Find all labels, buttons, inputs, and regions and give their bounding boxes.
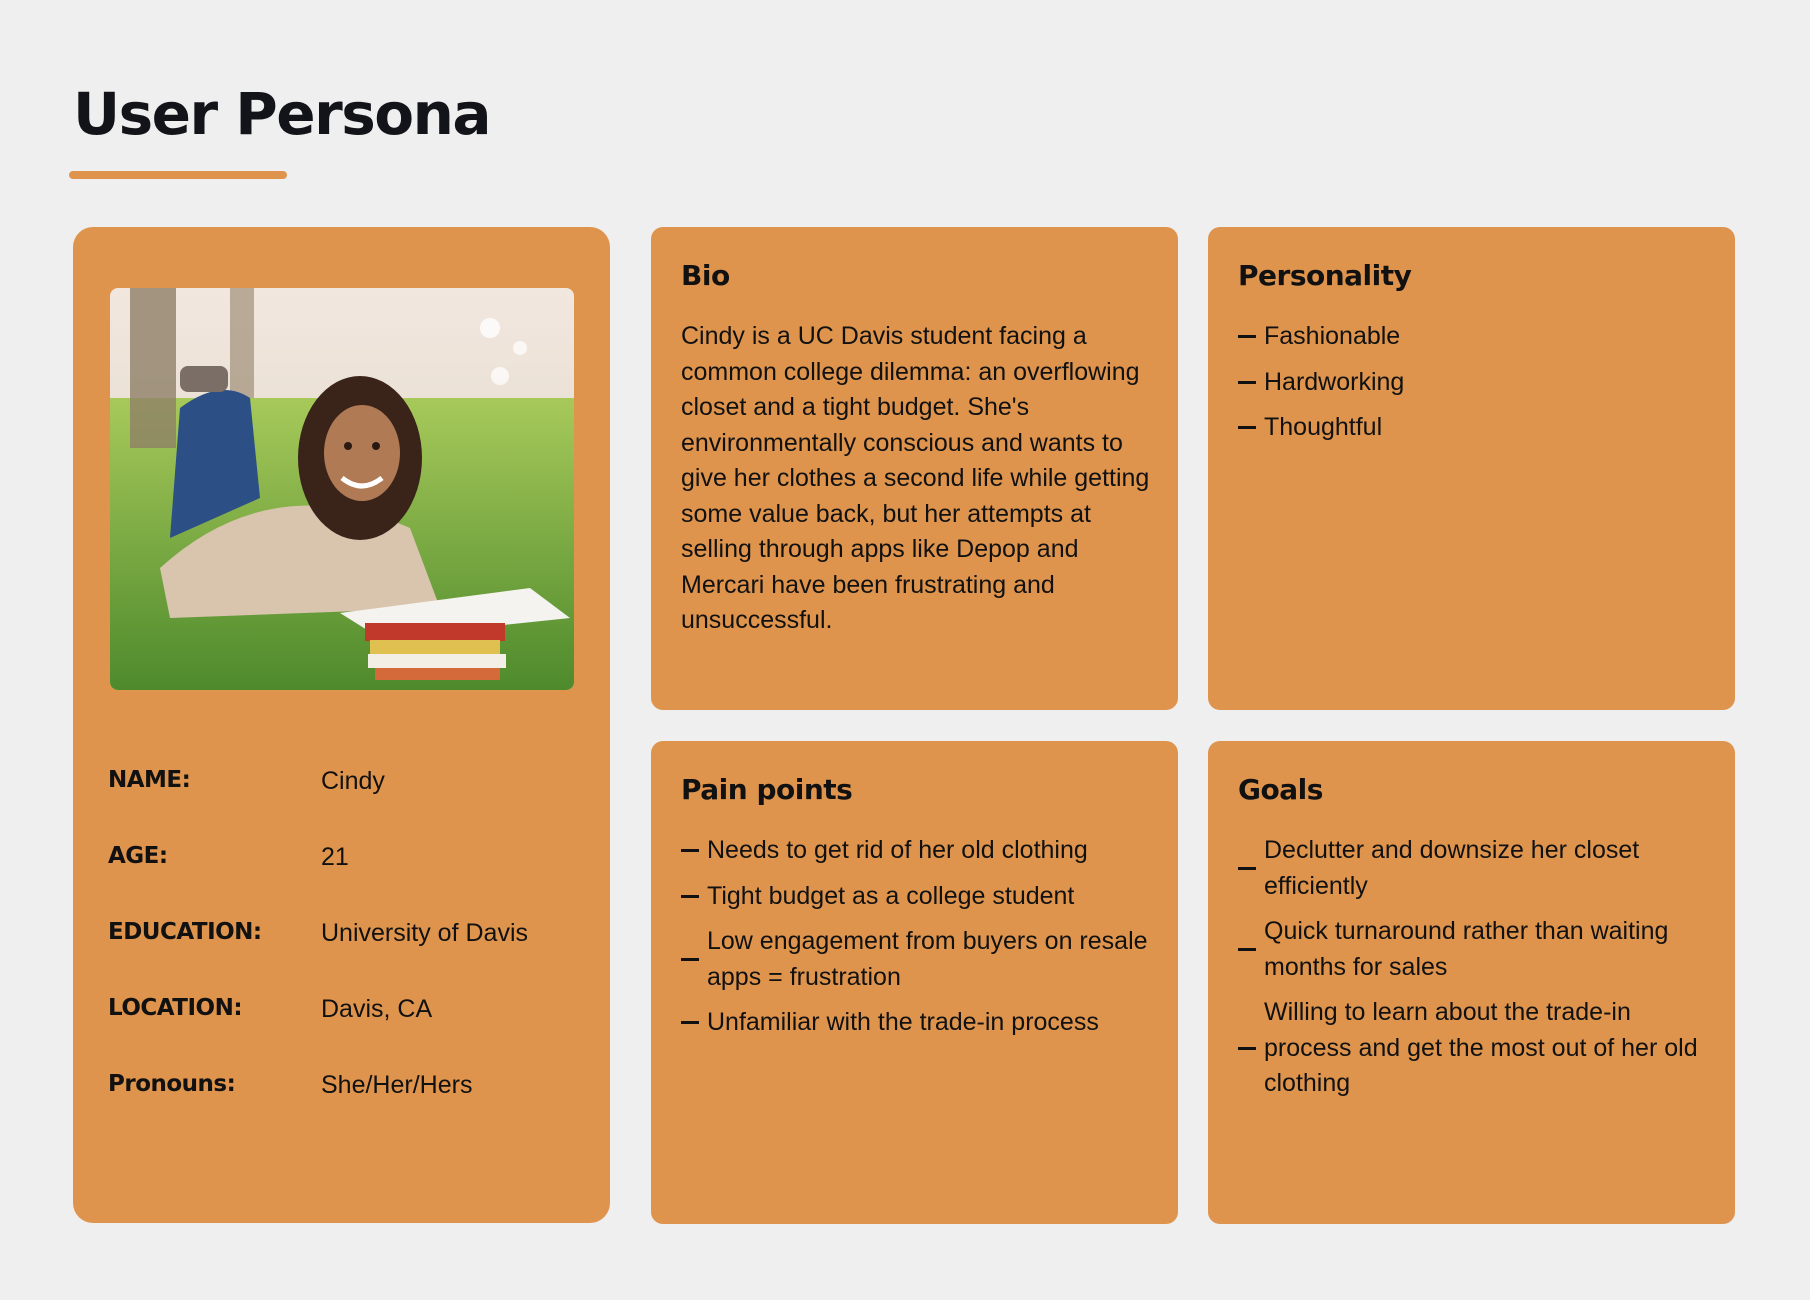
dash-icon (681, 895, 699, 898)
info-row-name (108, 767, 588, 843)
personality-card (1208, 227, 1735, 710)
pain-points-heading: Pain points (681, 773, 853, 806)
name-label: NAME: (108, 767, 191, 793)
info-row-pronouns (108, 1071, 588, 1147)
list-item (1238, 319, 1708, 355)
location-value: Davis, CA (321, 995, 433, 1023)
profile-info (108, 767, 588, 1147)
info-row-age (108, 843, 588, 919)
list-item (1238, 365, 1708, 401)
dash-icon (681, 849, 699, 852)
page-title: User Persona (73, 80, 490, 148)
age-label: AGE: (108, 843, 168, 869)
personality-heading: Personality (1238, 259, 1412, 292)
list-item (1238, 995, 1708, 1102)
list-item-text: Quick turnaround rather than waiting months for sales (1264, 917, 1669, 981)
pain-points-card (651, 741, 1178, 1224)
list-item-text: Willing to learn about the trade-in process and get the most out of her old clothing (1264, 998, 1698, 1097)
goals-list (1238, 833, 1708, 1112)
list-item-text: Tight budget as a college student (707, 881, 1075, 910)
profile-card (73, 227, 610, 1223)
dash-icon (1238, 867, 1256, 870)
bio-text: Cindy is a UC Davis student facing a common college dilemma: an overflowing closet and a tight budget. She's environmentally conscious and wants to give her clothes a second life while getting some value back, but her attempts at selling through apps like Depop and Mercari have been frustrating and unsuccessful. (681, 322, 1150, 634)
info-row-location (108, 995, 588, 1071)
goals-card (1208, 741, 1735, 1224)
list-item-text: Thoughtful (1264, 413, 1383, 441)
dash-icon (1238, 426, 1256, 429)
dash-icon (1238, 948, 1256, 951)
dash-icon (1238, 381, 1256, 384)
pronouns-value: She/Her/Hers (321, 1071, 473, 1099)
education-value: University of Davis (321, 919, 528, 947)
list-item-text: Unfamiliar with the trade-in process (707, 1008, 1099, 1036)
pain-points-list (681, 833, 1151, 1051)
pronouns-label: Pronouns: (108, 1071, 236, 1097)
dash-icon (681, 958, 699, 961)
list-item (1238, 410, 1708, 446)
dash-icon (1238, 1047, 1256, 1050)
name-value: Cindy (321, 767, 385, 795)
bio-heading: Bio (681, 259, 730, 292)
list-item-text: Hardworking (1264, 367, 1405, 396)
goals-heading: Goals (1238, 773, 1323, 806)
list-item (681, 924, 1151, 995)
list-item-text: Declutter and downsize her closet efficiently (1264, 836, 1640, 900)
persona-photo-illustration (110, 288, 574, 690)
list-item (681, 1005, 1151, 1041)
personality-list (1238, 319, 1708, 456)
age-value: 21 (321, 843, 349, 871)
list-item-text: Low engagement from buyers on resale apps = frustration (707, 927, 1148, 991)
list-item (1238, 833, 1708, 904)
persona-photo (110, 288, 574, 690)
bio-card (651, 227, 1178, 710)
list-item (1238, 914, 1708, 985)
education-label: EDUCATION: (108, 919, 262, 945)
dash-icon (1238, 335, 1256, 338)
list-item-text: Fashionable (1264, 322, 1401, 350)
location-label: LOCATION: (108, 995, 243, 1021)
list-item-text: Needs to get rid of her old clothing (707, 836, 1088, 864)
list-item (681, 879, 1151, 915)
list-item (681, 833, 1151, 869)
info-row-education (108, 919, 588, 995)
title-underline (69, 171, 287, 179)
dash-icon (681, 1021, 699, 1024)
